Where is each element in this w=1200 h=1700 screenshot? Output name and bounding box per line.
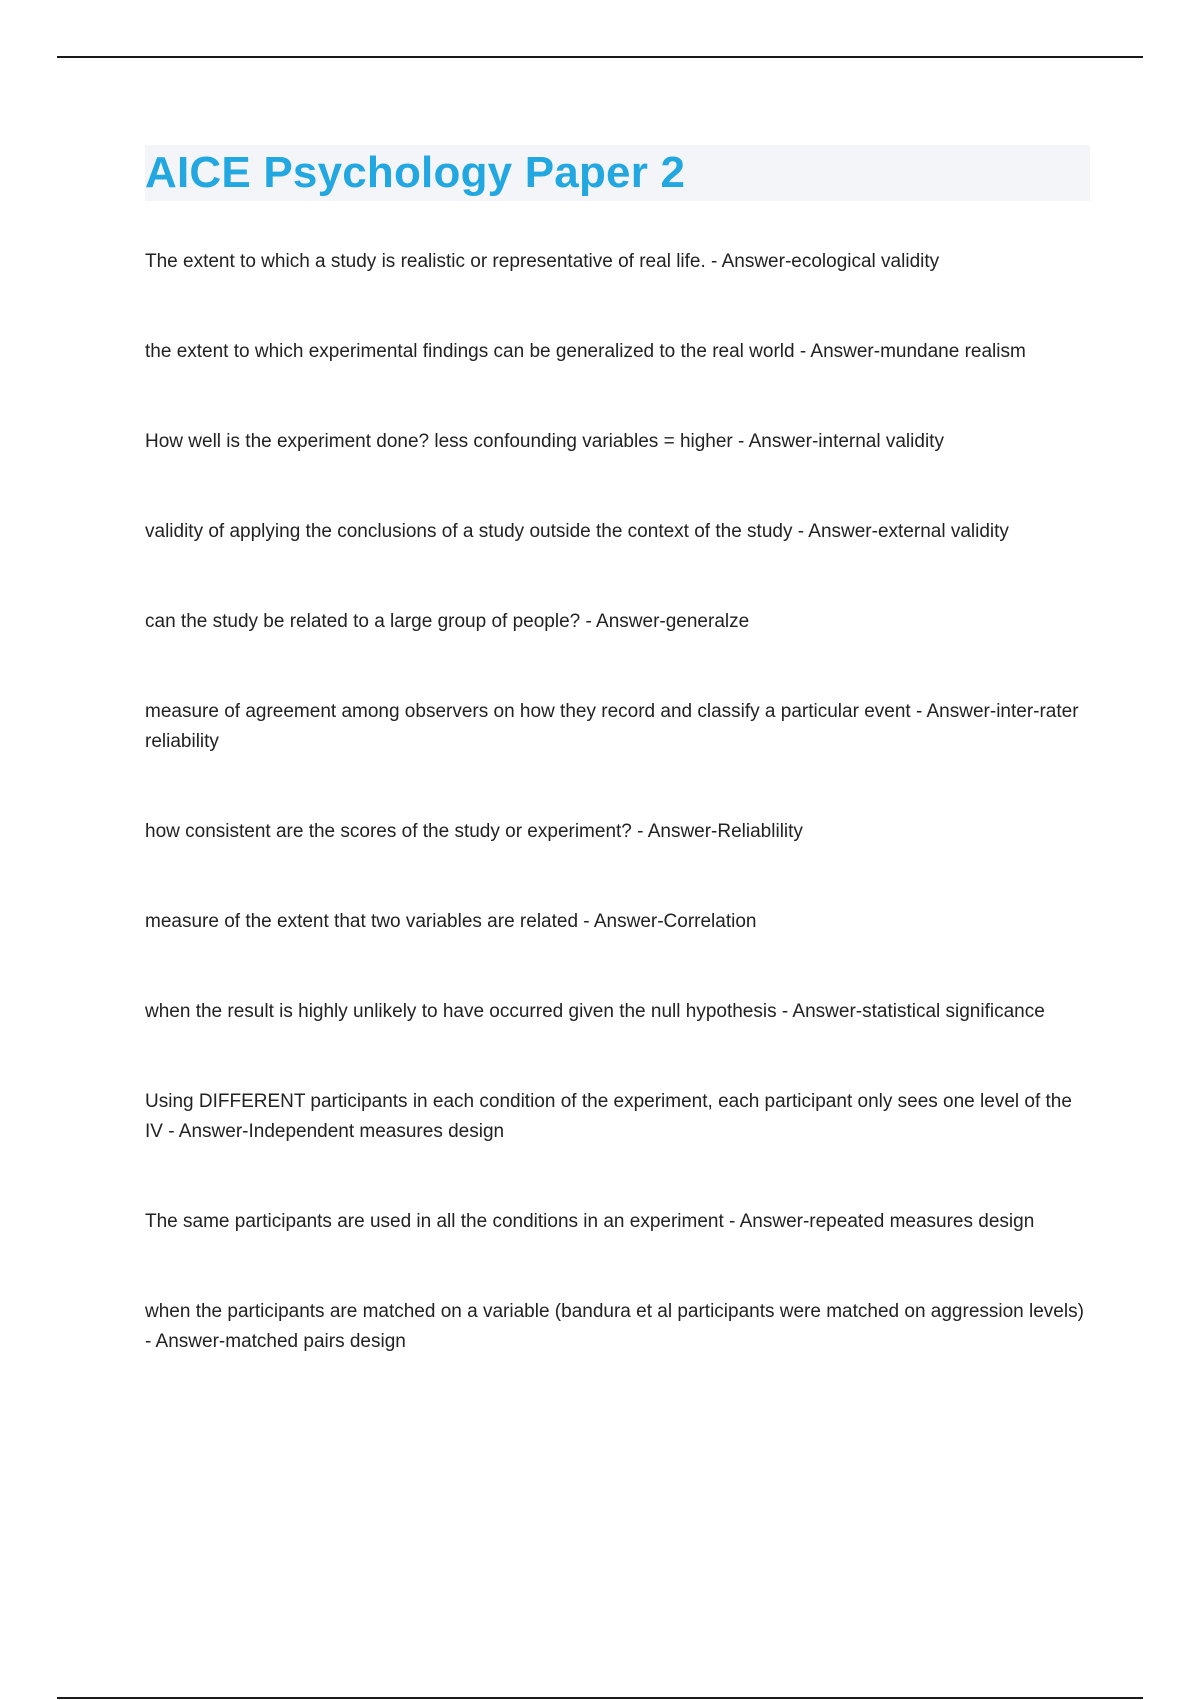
document-body: [145, 145, 1090, 1357]
flashcard-item: validity of applying the conclusions of a study outside the context of the study - Answer-external validity: [145, 521, 1009, 542]
flashcard-item: how consistent are the scores of the study or experiment? - Answer-Reliablility: [145, 821, 803, 842]
flashcard-item: when the result is highly unlikely to have occurred given the null hypothesis - Answer-statistical significance: [145, 1001, 1045, 1022]
flashcard-item: The extent to which a study is realistic or representative of real life. - Answer-ecological validity: [145, 251, 940, 272]
flashcard-item: The same participants are used in all the conditions in an experiment - Answer-repeated measures design: [145, 1211, 1035, 1232]
top-rule: [57, 56, 1143, 58]
flashcard-item: How well is the experiment done? less confounding variables = higher - Answer-internal validity: [145, 431, 944, 452]
title-band: [145, 145, 1090, 201]
flashcard-item: can the study be related to a large group of people? - Answer-generalze: [145, 611, 750, 632]
flashcard-item: the extent to which experimental findings can be generalized to the real world - Answer-mundane realism: [145, 341, 1026, 362]
flashcard-item: when the participants are matched on a variable (bandura et al participants were matched on aggression levels) - Answer-matched pairs design: [145, 1301, 1084, 1352]
flashcard-item: measure of agreement among observers on how they record and classify a particular event - Answer-inter-rater reliability: [145, 701, 1079, 752]
bottom-rule: [57, 1697, 1143, 1699]
document-title: AICE Psychology Paper 2: [145, 148, 686, 197]
flashcard-list: [145, 247, 1090, 1357]
flashcard-item: measure of the extent that two variables are related - Answer-Correlation: [145, 911, 757, 932]
flashcard-item: Using DIFFERENT participants in each condition of the experiment, each participant only sees one level of the IV - Answer-Independent measures design: [145, 1091, 1072, 1142]
